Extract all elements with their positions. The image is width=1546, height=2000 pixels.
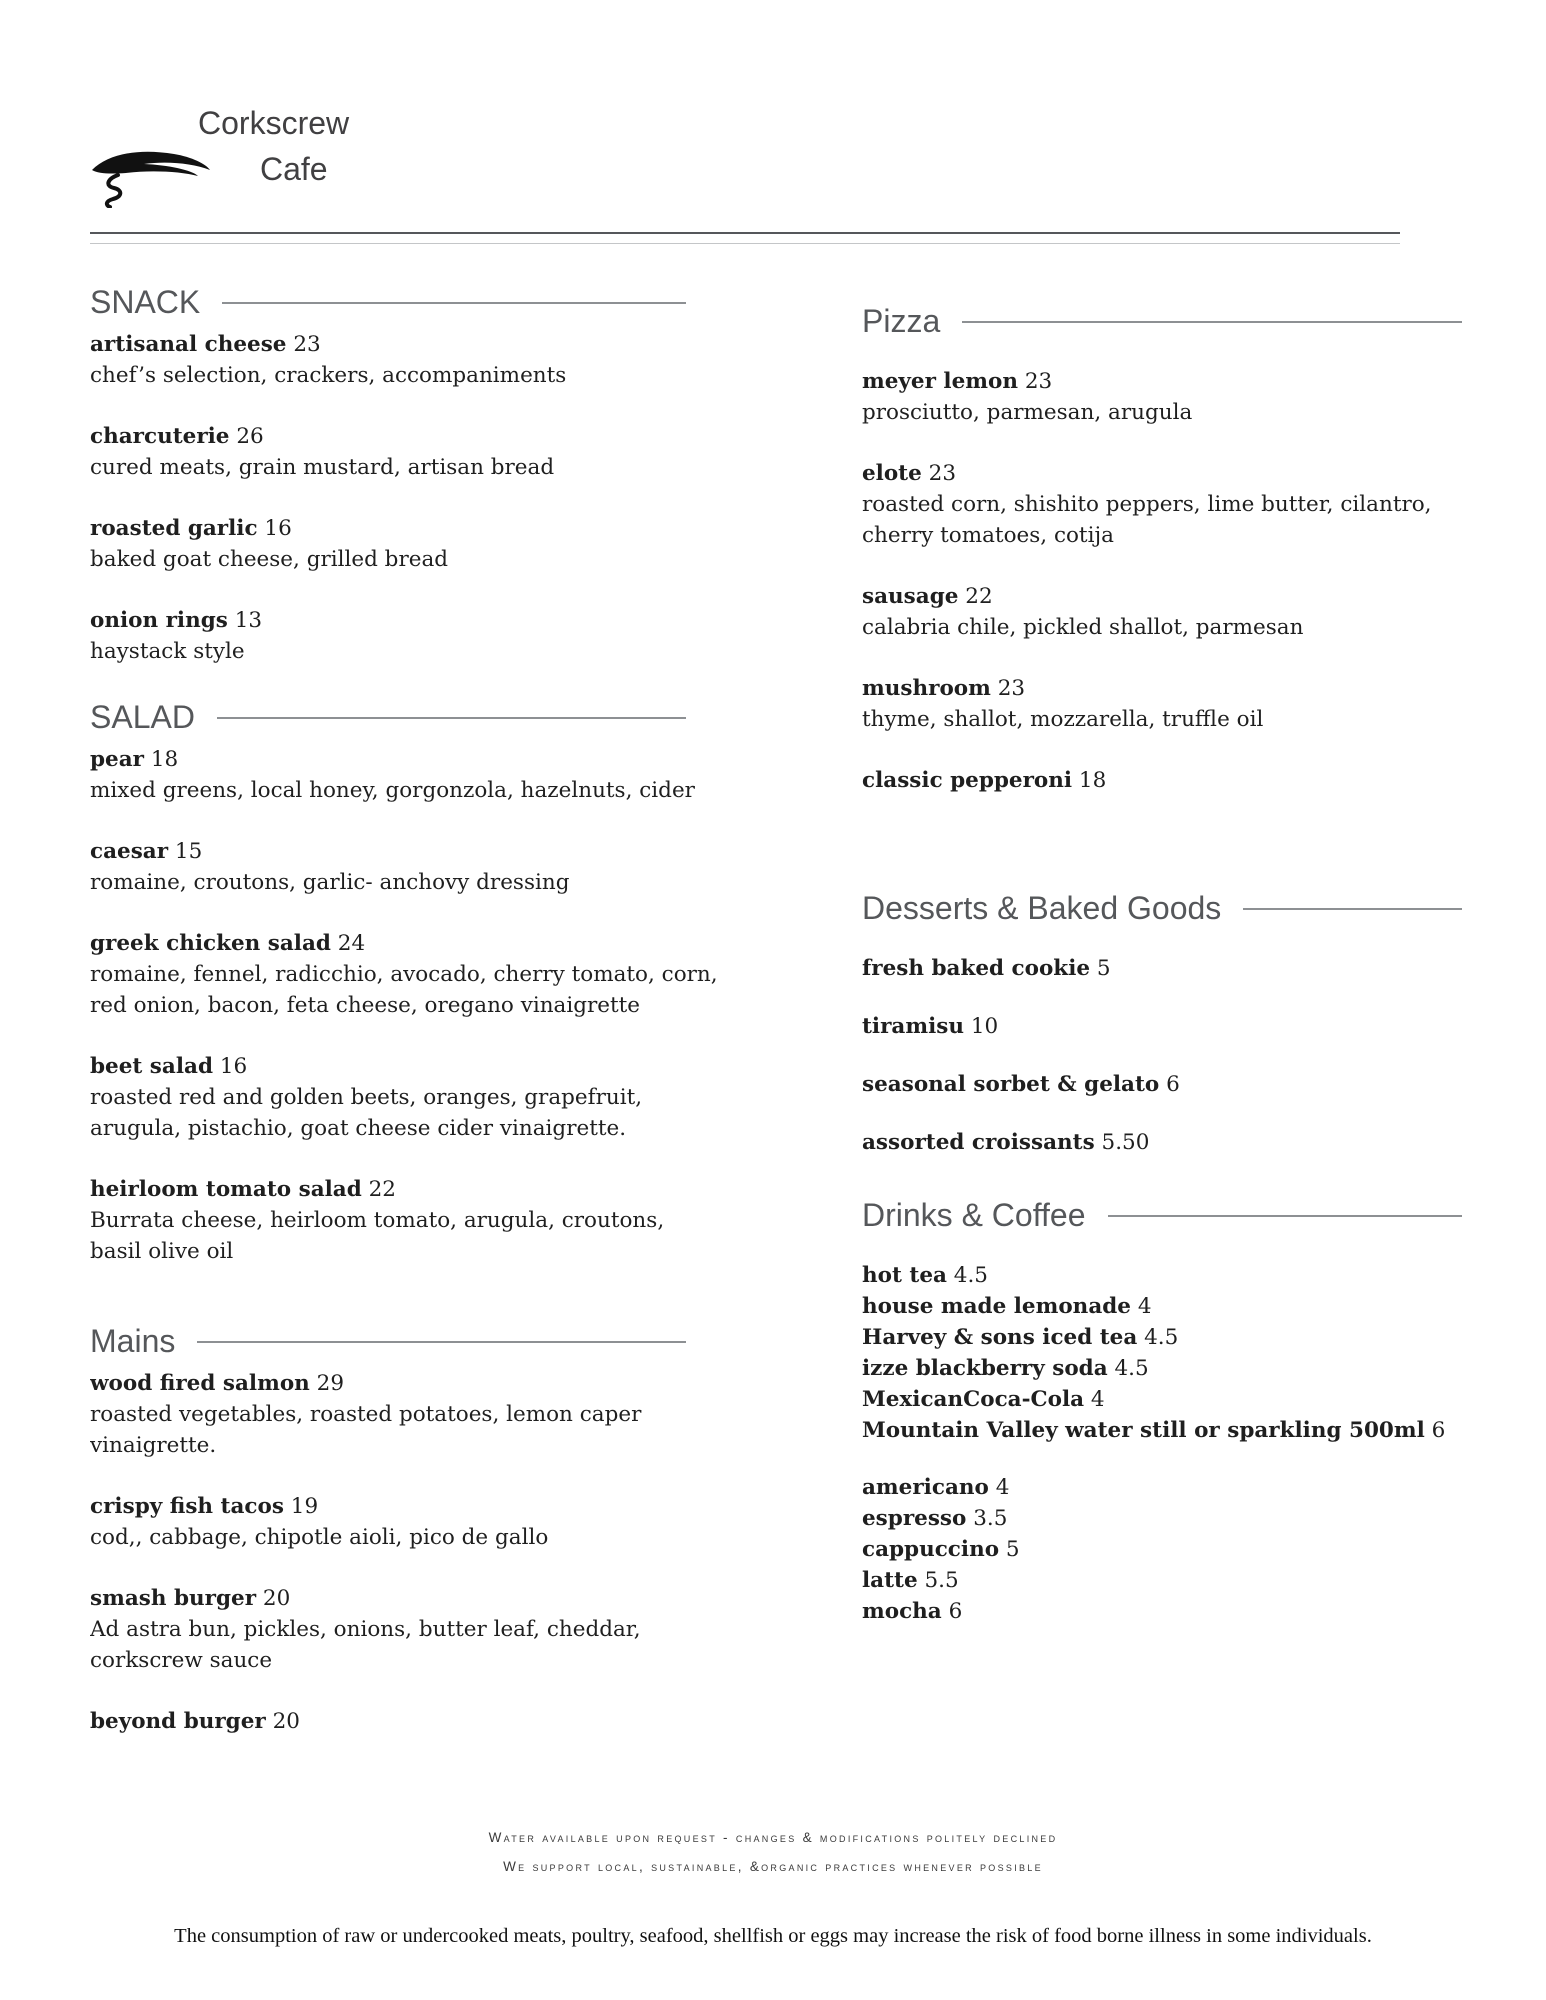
item-name: meyer lemon (862, 369, 1018, 394)
section-heading: Mains (90, 1323, 176, 1359)
brand (198, 100, 1400, 192)
section-heading: Drinks & Coffee (862, 1197, 1086, 1233)
item-price: 4.5 (1114, 1356, 1149, 1381)
item-description: cured meats, grain mustard, artisan bread (90, 455, 555, 480)
section-pizza (862, 303, 1462, 826)
section-snack (90, 284, 752, 697)
item-price: 15 (174, 839, 203, 864)
menu-item (862, 1353, 1462, 1384)
item-name: artisanal cheese (90, 332, 287, 357)
item-title-row (90, 1174, 752, 1205)
item-name: house made lemonade (862, 1294, 1131, 1319)
item-name: mocha (862, 1599, 942, 1624)
item-description: calabria chile, pickled shallot, parmesan (862, 615, 1304, 640)
item-title-row (90, 836, 752, 867)
item-price: 20 (272, 1709, 300, 1734)
item-name: smash burger (90, 1586, 257, 1611)
menu-item (90, 1583, 752, 1676)
item-name: roasted garlic (90, 516, 258, 541)
corkscrew-logo-icon (86, 146, 221, 212)
item-description: roasted red and golden beets, oranges, grapefruit, arugula, pistachio, goat cheese cider vinaigrette. (90, 1085, 643, 1141)
item-group (90, 744, 752, 1267)
item-name: tiramisu (862, 1014, 965, 1039)
item-price: 4 (1137, 1294, 1152, 1319)
menu-item (862, 581, 1462, 643)
item-price: 4 (1090, 1387, 1105, 1412)
section-header (90, 284, 752, 321)
menu-item (862, 1472, 1462, 1503)
item-name: charcuterie (90, 424, 230, 449)
menu-item (90, 1368, 752, 1461)
menu-item (862, 1596, 1462, 1627)
item-group (90, 329, 752, 667)
section-rule (1243, 908, 1462, 910)
brand-line2: Cafe (260, 151, 328, 187)
item-title-row (90, 605, 752, 636)
menu-item (90, 836, 752, 898)
menu-item (862, 1291, 1462, 1322)
item-price: 18 (1078, 768, 1107, 793)
item-name: onion rings (90, 608, 228, 633)
menu-item (90, 1491, 752, 1553)
item-name: caesar (90, 839, 169, 864)
item-name: crispy fish tacos (90, 1494, 284, 1519)
item-name: fresh baked cookie (862, 956, 1091, 981)
menu-item (862, 1415, 1462, 1446)
item-price: 23 (928, 461, 956, 486)
item-description: baked goat cheese, grilled bread (90, 547, 449, 572)
item-price: 16 (264, 516, 292, 541)
item-title-row (90, 329, 752, 360)
item-price: 23 (997, 676, 1026, 701)
item-price: 10 (970, 1014, 999, 1039)
menu-item (862, 1127, 1462, 1158)
item-group (862, 953, 1462, 1158)
item-title-row (90, 1706, 752, 1737)
item-title-row (90, 1583, 752, 1614)
item-name: izze blackberry soda (862, 1356, 1108, 1381)
item-description: thyme, shallot, mozzarella, truffle oil (862, 707, 1264, 732)
item-name: Mountain Valley water still or sparkling 500ml (862, 1418, 1425, 1443)
item-price: 29 (316, 1371, 344, 1396)
section-heading: Pizza (862, 303, 941, 339)
section-heading: Desserts & Baked Goods (862, 890, 1222, 926)
item-title-row (862, 1503, 1462, 1534)
menu-item (862, 366, 1462, 428)
item-description: prosciutto, parmesan, arugula (862, 400, 1193, 425)
item-name: hot tea (862, 1263, 947, 1288)
item-price: 5 (1005, 1537, 1020, 1562)
item-price: 23 (293, 332, 321, 357)
item-name: heirloom tomato salad (90, 1177, 362, 1202)
item-name: latte (862, 1568, 918, 1593)
item-price: 13 (234, 608, 263, 633)
menu-item (862, 1534, 1462, 1565)
item-name: espresso (862, 1506, 967, 1531)
left-column (90, 284, 752, 1767)
item-description: Burrata cheese, heirloom tomato, arugula, croutons, basil olive oil (90, 1208, 665, 1264)
menu-item (90, 329, 752, 391)
item-description: Ad astra bun, pickles, onions, butter leaf, cheddar, corkscrew sauce (90, 1617, 641, 1673)
disclaimer: The consumption of raw or undercooked meats, poultry, seafood, shellfish or eggs may increase the risk of food borne illness in some individuals. (174, 1925, 1372, 1947)
item-price: 4.5 (953, 1263, 988, 1288)
item-name: Harvey & sons iced tea (862, 1325, 1138, 1350)
item-price: 5.50 (1101, 1130, 1150, 1155)
item-title-row (862, 1596, 1462, 1627)
item-group (862, 366, 1462, 796)
item-price: 19 (290, 1494, 319, 1519)
item-title-row (862, 673, 1462, 704)
menu-item (862, 458, 1462, 551)
item-title-row (862, 458, 1462, 489)
menu-item (862, 1069, 1462, 1100)
item-price: 5.5 (924, 1568, 959, 1593)
item-name: beyond burger (90, 1709, 266, 1734)
item-title-row (862, 1565, 1462, 1596)
section-heading: SALAD (90, 699, 195, 735)
item-title-row (862, 1322, 1462, 1353)
item-title-row (90, 744, 752, 775)
item-name: wood fired salmon (90, 1371, 310, 1396)
item-name: assorted croissants (862, 1130, 1095, 1155)
item-name: elote (862, 461, 922, 486)
item-title-row (862, 1384, 1462, 1415)
footer-notes (0, 1830, 1546, 1888)
menu-item (90, 1174, 752, 1267)
item-price: 26 (236, 424, 264, 449)
item-name: americano (862, 1475, 989, 1500)
section-header (862, 303, 1462, 340)
header-rule-top (90, 232, 1400, 234)
item-name: seasonal sorbet & gelato (862, 1072, 1160, 1097)
item-title-row (90, 1368, 752, 1399)
section-rule (962, 321, 1462, 323)
item-description: romaine, croutons, garlic- anchovy dressing (90, 870, 570, 895)
item-title-row (862, 1127, 1462, 1158)
item-description: roasted vegetables, roasted potatoes, lemon caper vinaigrette. (90, 1402, 642, 1458)
menu-item (90, 1706, 752, 1737)
item-title-row (862, 581, 1462, 612)
section-header (90, 699, 752, 736)
item-price: 18 (150, 747, 179, 772)
section-rule (1108, 1215, 1463, 1217)
item-description: haystack style (90, 639, 245, 664)
section-heading: SNACK (90, 284, 201, 320)
item-price: 20 (262, 1586, 291, 1611)
header (0, 0, 1546, 212)
item-title-row (90, 928, 752, 959)
section-rule (217, 717, 686, 719)
section-drinks (862, 1197, 1462, 1627)
section-rule (197, 1341, 686, 1343)
menu-item (862, 673, 1462, 735)
item-price: 6 (948, 1599, 963, 1624)
item-price: 4 (995, 1475, 1010, 1500)
brand-line1: Corkscrew (198, 105, 350, 141)
header-divider (90, 232, 1400, 244)
item-title-row (862, 1472, 1462, 1503)
item-title-row (90, 1491, 752, 1522)
item-title-row (862, 366, 1462, 397)
item-name: cappuccino (862, 1537, 1000, 1562)
menu-item (90, 928, 752, 1021)
footer-note-1: Water available upon request - changes & modifications politely declined (488, 1830, 1058, 1845)
item-title-row (862, 1260, 1462, 1291)
item-description: cod,, cabbage, chipotle aioli, pico de gallo (90, 1525, 549, 1550)
section-mains (90, 1323, 752, 1767)
item-title-row (862, 1353, 1462, 1384)
item-name: MexicanCoca-Cola (862, 1387, 1085, 1412)
menu-item (90, 1051, 752, 1144)
item-title-row (862, 1069, 1462, 1100)
item-title-row (862, 953, 1462, 984)
item-group (862, 1472, 1462, 1627)
item-price: 22 (368, 1177, 396, 1202)
item-name: classic pepperoni (862, 768, 1073, 793)
section-header (862, 1197, 1462, 1234)
item-title-row (862, 1415, 1462, 1446)
item-price: 16 (219, 1054, 248, 1079)
item-title-row (862, 1534, 1462, 1565)
item-title-row (862, 1291, 1462, 1322)
item-price: 6 (1166, 1072, 1180, 1097)
item-title-row (862, 1011, 1462, 1042)
menu-item (90, 744, 752, 806)
menu-item (862, 1322, 1462, 1353)
menu-item (862, 953, 1462, 984)
item-price: 23 (1024, 369, 1053, 394)
item-name: greek chicken salad (90, 931, 331, 956)
item-description: mixed greens, local honey, gorgonzola, hazelnuts, cider (90, 778, 695, 803)
item-price: 4.5 (1144, 1325, 1179, 1350)
item-price: 6 (1431, 1418, 1446, 1443)
right-column (862, 284, 1462, 1627)
menu-item (862, 765, 1462, 796)
menu-columns (90, 284, 1546, 1767)
section-header (90, 1323, 752, 1360)
menu-item (862, 1384, 1462, 1415)
menu-item (90, 421, 752, 483)
section-salad (90, 699, 752, 1297)
item-group (862, 1260, 1462, 1446)
section-rule (222, 302, 686, 304)
item-price: 22 (965, 584, 993, 609)
item-title-row (90, 513, 752, 544)
item-name: mushroom (862, 676, 991, 701)
item-title-row (862, 765, 1462, 796)
item-name: sausage (862, 584, 959, 609)
item-name: beet salad (90, 1054, 213, 1079)
item-description: roasted corn, shishito peppers, lime butter, cilantro, cherry tomatoes, cotija (862, 492, 1432, 548)
item-description: romaine, fennel, radicchio, avocado, cherry tomato, corn, red onion, bacon, feta cheese, oregano vinaigrette (90, 962, 718, 1018)
section-desserts (862, 890, 1462, 1185)
menu-item (90, 513, 752, 575)
menu-item (862, 1260, 1462, 1291)
item-name: pear (90, 747, 144, 772)
menu-item (90, 605, 752, 667)
menu-item (862, 1565, 1462, 1596)
item-title-row (90, 421, 752, 452)
header-rule-bottom (90, 243, 1400, 244)
section-header (862, 890, 1462, 927)
item-price: 3.5 (973, 1506, 1008, 1531)
item-description: chef’s selection, crackers, accompaniments (90, 363, 567, 388)
menu-item (862, 1011, 1462, 1042)
item-group (90, 1368, 752, 1737)
item-price: 24 (337, 931, 366, 956)
item-price: 5 (1096, 956, 1111, 981)
footer-note-2: We support local, sustainable, &organic practices whenever possible (503, 1859, 1043, 1874)
item-title-row (90, 1051, 752, 1082)
menu-item (862, 1503, 1462, 1534)
